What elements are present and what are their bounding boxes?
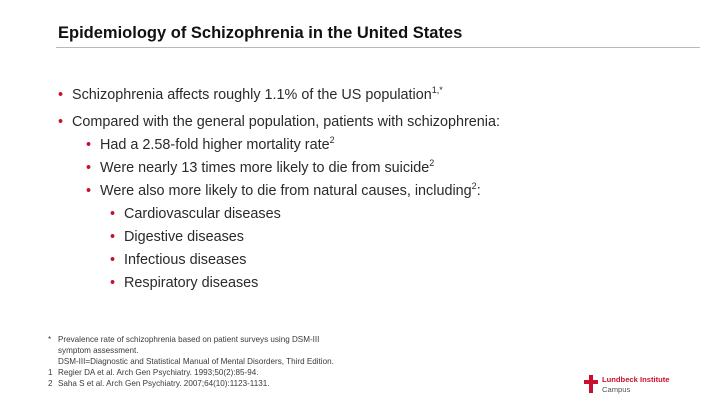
footnote-text: DSM-III=Diagnostic and Statistical Manual of Mental Disorders, Third Edition. <box>58 357 334 366</box>
slide-title: Epidemiology of Schizophrenia in the United States <box>58 24 463 42</box>
bullet-marker: • <box>110 206 116 222</box>
footnote-abbreviation <box>48 357 334 368</box>
bullet-text: Schizophrenia affects roughly 1.1% of the US population <box>72 87 432 103</box>
reference-superscript: 2 <box>429 158 435 168</box>
logo-text-line-2: Campus <box>602 385 631 394</box>
lundbeck-logo <box>584 372 694 396</box>
cause-text: Infectious diseases <box>124 252 247 268</box>
bullet-marker: • <box>110 229 116 245</box>
logo-icon <box>584 375 598 393</box>
sub-bullet-suicide <box>86 159 434 177</box>
reference-superscript: 1,* <box>431 85 443 95</box>
footnote-star-continued <box>48 346 139 357</box>
bullet-text: Were also more likely to die from natural causes, including <box>100 183 472 199</box>
reference-superscript: 2 <box>329 135 335 145</box>
bullet-text: Had a 2.58-fold higher mortality rate <box>100 137 330 153</box>
footnote-text: Prevalence rate of schizophrenia based on patient surveys using DSM-III <box>58 335 320 344</box>
cause-text: Digestive diseases <box>124 229 244 245</box>
footnote-ref-1 <box>48 368 259 379</box>
bullet-text: Were nearly 13 times more likely to die from suicide <box>100 160 430 176</box>
cause-item <box>110 228 244 246</box>
cause-item <box>110 251 246 269</box>
footnote-mark: 2 <box>48 379 53 388</box>
cause-text: Respiratory diseases <box>124 275 259 291</box>
footnote-star <box>48 335 319 346</box>
cause-item <box>110 274 258 292</box>
bullet-comparison <box>58 113 500 131</box>
footnote-text: Regier DA et al. Arch Gen Psychiatry. 1993;50(2):85-94. <box>58 368 259 377</box>
cause-text: Cardiovascular diseases <box>124 206 281 222</box>
bullet-prevalence <box>58 86 443 104</box>
footnote-ref-2 <box>48 379 269 390</box>
bullet-marker: • <box>86 160 92 176</box>
footnote-text: Saha S et al. Arch Gen Psychiatry. 2007;64(10):1123-1131. <box>58 379 270 388</box>
reference-superscript: 2 <box>471 181 477 191</box>
bullet-marker: • <box>86 137 92 153</box>
logo-text-line-1: Lundbeck Institute <box>602 375 670 384</box>
cause-item <box>110 205 281 223</box>
bullet-marker: • <box>58 114 64 130</box>
sub-bullet-mortality <box>86 136 335 154</box>
bullet-tail: : <box>476 183 481 199</box>
footnote-text: symptom assessment. <box>58 346 139 355</box>
bullet-marker: • <box>58 87 64 103</box>
bullet-marker: • <box>86 183 92 199</box>
title-divider <box>56 47 700 48</box>
sub-bullet-natural-causes <box>86 182 481 200</box>
bullet-text: Compared with the general population, patients with schizophrenia: <box>72 114 500 130</box>
bullet-marker: • <box>110 275 116 291</box>
footnote-mark: * <box>48 335 52 344</box>
bullet-marker: • <box>110 252 116 268</box>
footnote-mark: 1 <box>48 368 53 377</box>
